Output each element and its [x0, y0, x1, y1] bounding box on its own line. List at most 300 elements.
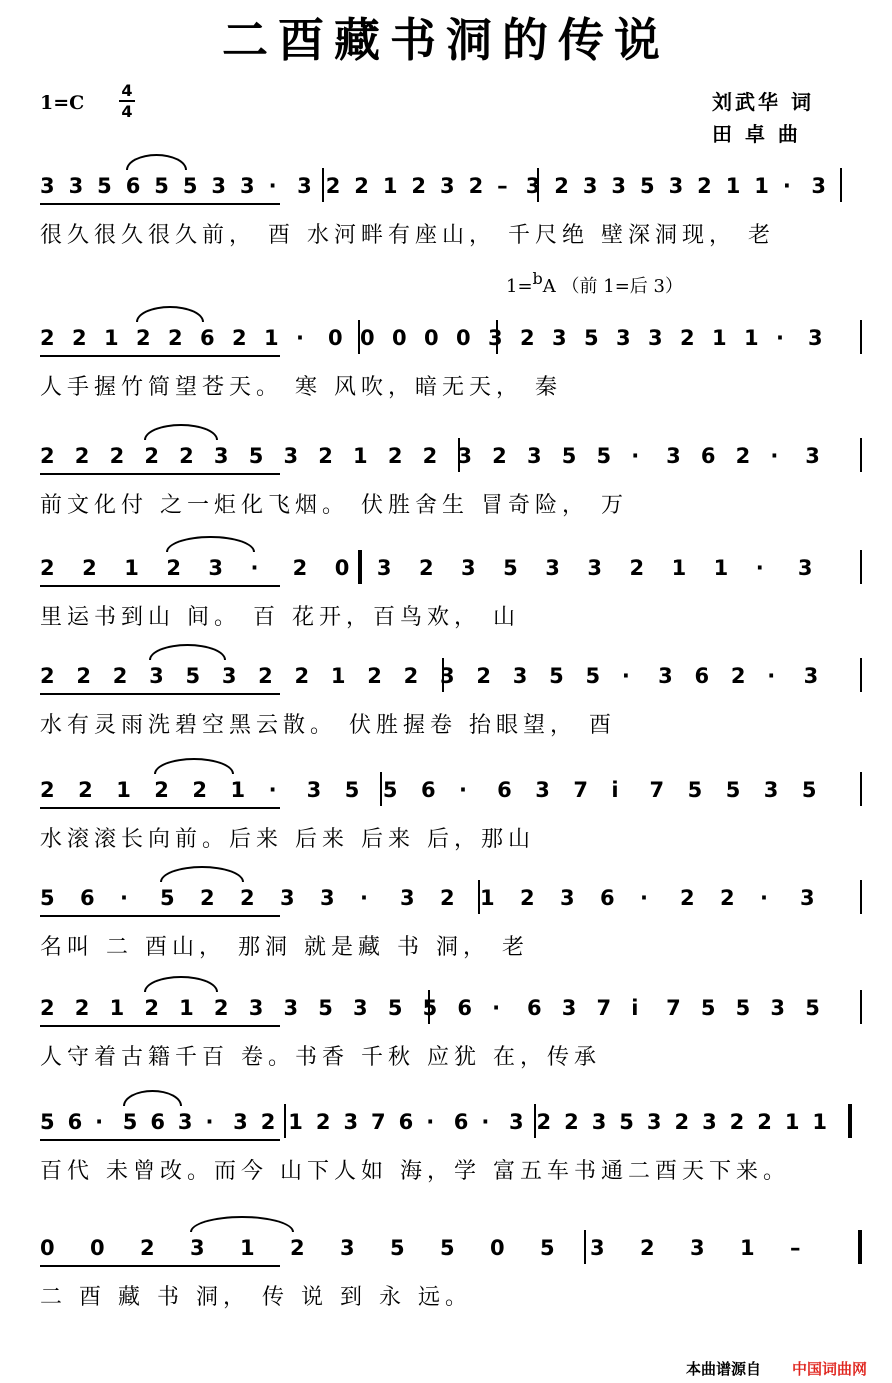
duration-dot: · [268, 778, 277, 802]
note-numeral: 1 [179, 996, 194, 1020]
note-numeral: 2 [730, 664, 746, 688]
note-numeral: 5 [182, 174, 198, 198]
note-numeral: 1 [288, 1110, 303, 1134]
beam-underline [40, 693, 280, 695]
note-numeral: 6 [200, 326, 215, 350]
note-numeral: 2 [290, 1236, 305, 1260]
duration-dot: · [776, 326, 784, 350]
note-numeral: 3 [800, 886, 815, 910]
slur-mark [123, 1090, 182, 1106]
note-numeral: 2 [440, 886, 455, 910]
source-site-link[interactable]: 中国词曲网 [792, 1360, 868, 1378]
note-numeral: 5 [503, 556, 518, 580]
note-numeral: 5 [390, 1236, 405, 1260]
note-numeral: 5 [619, 1110, 634, 1134]
duration-dot: · [459, 778, 468, 802]
note-numeral: 3 [190, 1236, 205, 1260]
note-numeral: 3 [297, 174, 312, 198]
note-numeral: 5 [805, 996, 820, 1020]
beam-underline [40, 585, 280, 587]
note-numeral: 6 [67, 1110, 83, 1134]
note-numeral: 1 [124, 556, 139, 580]
bar-line [496, 320, 498, 354]
note-numeral: 2 [40, 996, 55, 1020]
note-numeral: 2 [520, 886, 535, 910]
note-numeral: 3 [545, 556, 560, 580]
note-numeral: 3 [457, 444, 473, 468]
note-numeral: 2 [40, 326, 55, 350]
notation-line [40, 556, 860, 586]
note-numeral: 1 [713, 556, 729, 580]
note-numeral: 6 [80, 886, 95, 910]
note-numeral: 3 [40, 174, 55, 198]
lyrics-line: 水有灵雨洗碧空黑云散。 伏胜握卷 抬眼望， 酉 [40, 713, 616, 738]
bar-line [458, 438, 460, 472]
slur-mark [144, 424, 218, 440]
note-numeral: 0 [40, 1236, 55, 1260]
slur-mark [160, 866, 244, 882]
note-numeral: 5 [640, 174, 655, 198]
note-numeral: 5 [154, 174, 169, 198]
note-numeral: 2 [554, 174, 569, 198]
beam-underline [40, 473, 280, 475]
note-numeral: 3 [512, 664, 528, 688]
note-numeral: 2 [757, 1110, 772, 1134]
note-numeral: 0 [328, 326, 343, 350]
note-numeral: 1 [784, 1110, 800, 1134]
note-numeral: 3 [582, 174, 598, 198]
notation-line [40, 1110, 860, 1140]
bar-line [322, 168, 324, 202]
note-numeral: 1 [264, 326, 279, 350]
note-numeral: 5 [584, 326, 599, 350]
duration-dot: · [481, 1110, 490, 1134]
song-title: 二酉藏书洞的传说 [222, 13, 670, 67]
note-numeral: 2 [292, 556, 308, 580]
note-numeral: 5 [97, 174, 112, 198]
note-numeral: 3 [590, 1236, 605, 1260]
modulation-prefix: 1= [506, 276, 533, 297]
lyrics-line: 人手握竹简望苍天。 寒 风吹，暗无天， 秦 [40, 375, 562, 400]
note-numeral: 6 [398, 1110, 414, 1134]
slur-mark [126, 154, 187, 170]
note-numeral: 5 [801, 778, 817, 802]
note-numeral: 3 [306, 778, 322, 802]
note-numeral: 1 [230, 778, 246, 802]
note-numeral: 3 [525, 174, 541, 198]
duration-dot: · [268, 174, 277, 198]
notation-line [40, 664, 860, 694]
notation-line [40, 174, 860, 204]
note-numeral: 2 [640, 1236, 655, 1260]
flat-sign: b [532, 269, 543, 288]
notation-line [40, 326, 860, 356]
note-numeral: 3 [591, 1110, 607, 1134]
note-numeral: 1 [754, 174, 769, 198]
note-numeral: 2 [697, 174, 712, 198]
note-numeral: 2 [720, 886, 735, 910]
notation-line [40, 886, 860, 916]
note-numeral: 1 [109, 996, 125, 1020]
note-numeral: 3 [690, 1236, 705, 1260]
duration-dot: · [120, 886, 128, 910]
note-numeral: 3 [797, 556, 813, 580]
note-numeral: 6 [420, 778, 436, 802]
sustain-dash: – [790, 1236, 801, 1260]
note-numeral: 3 [808, 326, 823, 350]
note-numeral: 3 [763, 778, 779, 802]
note-numeral: 3 [666, 444, 681, 468]
lyricist-credit: 刘武华 词 [712, 90, 814, 114]
note-numeral: 1 [330, 664, 346, 688]
beam-underline [40, 1025, 280, 1027]
duration-dot: · [760, 886, 768, 910]
duration-dot: · [426, 1110, 435, 1134]
modulation-note: （前 1=后 3） [561, 276, 683, 297]
time-signature [118, 82, 136, 120]
note-numeral: 0 [490, 1236, 505, 1260]
duration-dot: · [360, 886, 368, 910]
key-signature: 1=C [40, 92, 85, 114]
note-numeral: 2 [240, 886, 255, 910]
note-numeral: 2 [258, 664, 273, 688]
note-numeral: 2 [40, 778, 55, 802]
note-numeral: 3 [508, 1110, 524, 1134]
lyrics-line: 水滚滚长向前。后来 后来 后来 后，那山 [40, 827, 535, 852]
note-numeral: 3 [461, 556, 476, 580]
note-numeral: 0 [392, 326, 407, 350]
note-numeral: 3 [648, 326, 663, 350]
meter-bottom: 4 [121, 102, 133, 121]
note-numeral: 3 [68, 174, 84, 198]
note-numeral: 6 [453, 1110, 469, 1134]
note-numeral: 2 [536, 1110, 552, 1134]
note-numeral: 6 [457, 996, 473, 1020]
note-numeral: 6 [150, 1110, 165, 1134]
score-system [40, 1110, 860, 1184]
source-label: 本曲谱源自 [686, 1360, 762, 1378]
meter-top: 4 [121, 81, 133, 100]
note-numeral: 7 [371, 1110, 386, 1134]
note-numeral: 3 [646, 1110, 662, 1134]
note-numeral: 1 [353, 444, 368, 468]
note-numeral: 1 [480, 886, 495, 910]
key-modulation [506, 269, 683, 298]
note-numeral: 3 [611, 174, 627, 198]
note-numeral: 3 [248, 996, 264, 1020]
note-numeral: 5 [725, 778, 741, 802]
duration-dot: · [770, 444, 779, 468]
lyrics-line: 很久很久很久前， 酉 水河畔有座山， 千尺绝 壁深洞现， 老 [40, 223, 775, 248]
beam-underline [40, 355, 280, 357]
bar-line [584, 1230, 586, 1264]
note-numeral: 2 [735, 444, 751, 468]
note-numeral: 5 [561, 444, 577, 468]
note-numeral: 2 [315, 1110, 331, 1134]
note-numeral: 3 [526, 444, 542, 468]
duration-dot: · [755, 556, 764, 580]
note-numeral: 3 [280, 886, 295, 910]
note-numeral: 3 [561, 996, 577, 1020]
score-system [40, 556, 860, 630]
score-system [40, 778, 860, 852]
note-numeral: 3 [616, 326, 631, 350]
note-numeral: 3 [208, 556, 224, 580]
note-numeral: 0 [334, 556, 350, 580]
note-numeral: 2 [154, 778, 169, 802]
note-numeral: 2 [260, 1110, 276, 1134]
note-numeral: 3 [587, 556, 602, 580]
note-numeral: 5 [549, 664, 564, 688]
slur-mark [166, 536, 254, 552]
note-numeral: 2 [418, 556, 434, 580]
sustain-dash: – [497, 174, 508, 198]
note-numeral: 3 [440, 664, 455, 688]
note-numeral: i [631, 996, 639, 1020]
note-numeral: i [611, 778, 619, 802]
note-numeral: 2 [232, 326, 247, 350]
note-numeral: 2 [82, 556, 97, 580]
note-numeral: 2 [213, 996, 229, 1020]
note-numeral: 1 [104, 326, 119, 350]
lyrics-line: 里运书到山 间。 百 花开，百鸟欢， 山 [40, 605, 520, 630]
note-numeral: 2 [729, 1110, 745, 1134]
score-system [40, 444, 860, 518]
note-numeral: 0 [424, 326, 439, 350]
notation-line [40, 778, 860, 808]
bar-line [478, 880, 480, 914]
note-numeral: 5 [382, 778, 398, 802]
note-numeral: 2 [354, 174, 369, 198]
note-numeral: 3 [552, 326, 567, 350]
note-numeral: 0 [456, 326, 471, 350]
bar-line [840, 168, 842, 202]
note-numeral: 2 [140, 1236, 155, 1260]
note-numeral: 5 [387, 996, 403, 1020]
note-numeral: 3 [803, 664, 819, 688]
note-numeral: 1 [240, 1236, 255, 1260]
beam-underline [40, 203, 280, 205]
slur-mark [144, 976, 218, 992]
note-numeral: 2 [74, 444, 90, 468]
note-numeral: 2 [112, 664, 128, 688]
score-system [40, 326, 860, 400]
notation-line [40, 444, 860, 474]
note-numeral: 2 [40, 556, 55, 580]
note-numeral: 2 [674, 1110, 690, 1134]
note-numeral: 2 [72, 326, 87, 350]
note-numeral: 2 [136, 326, 151, 350]
slur-mark [149, 644, 226, 660]
bar-line [380, 772, 382, 806]
bar-line [860, 438, 862, 472]
note-numeral: 2 [144, 996, 159, 1020]
note-numeral: 2 [476, 664, 491, 688]
score-system [40, 174, 860, 248]
duration-dot: · [492, 996, 501, 1020]
note-numeral: 3 [177, 1110, 193, 1134]
bar-line [860, 658, 862, 692]
lyrics-line: 人守着古籍千百 卷。书香 千秋 应犹 在，传承 [40, 1045, 601, 1070]
note-numeral: 6 [497, 778, 512, 802]
note-numeral: 2 [325, 174, 341, 198]
lyrics-line: 百代 未曾改。而今 山下人如 海，学 富五车书通二酉天下来。 [40, 1159, 790, 1184]
score-system [40, 1236, 860, 1310]
duration-dot: · [95, 1110, 104, 1134]
duration-dot: · [205, 1110, 214, 1134]
note-numeral: 3 [488, 326, 503, 350]
note-numeral: 6 [600, 886, 615, 910]
bar-line [358, 550, 362, 584]
note-numeral: 1 [725, 174, 741, 198]
note-numeral: 3 [320, 886, 335, 910]
note-numeral: 2 [422, 444, 438, 468]
bar-line [860, 550, 862, 584]
slur-mark [136, 306, 204, 322]
score-system [40, 886, 860, 960]
note-numeral: 1 [116, 778, 131, 802]
note-numeral: 3 [805, 444, 820, 468]
duration-dot: · [296, 326, 304, 350]
note-numeral: 3 [149, 664, 164, 688]
note-numeral: 2 [680, 326, 695, 350]
note-numeral: 3 [535, 778, 550, 802]
note-numeral: 1 [671, 556, 687, 580]
bar-line [860, 990, 862, 1024]
note-numeral: 7 [596, 996, 612, 1020]
duration-dot: · [631, 444, 640, 468]
bar-line [860, 772, 862, 806]
slur-mark [154, 758, 234, 774]
lyrics-line: 二 酉 藏 书 洞， 传 说 到 永 远。 [40, 1285, 472, 1310]
note-numeral: 3 [560, 886, 575, 910]
note-numeral: 3 [283, 444, 299, 468]
note-numeral: 5 [687, 778, 703, 802]
note-numeral: 5 [40, 1110, 55, 1134]
note-numeral: 2 [200, 886, 215, 910]
note-numeral: 1 [382, 174, 398, 198]
notation-line [40, 996, 860, 1026]
note-numeral: 3 [668, 174, 684, 198]
note-numeral: 3 [811, 174, 827, 198]
note-numeral: 0 [90, 1236, 105, 1260]
bar-line [428, 990, 430, 1024]
composer-credit: 田 卓 曲 [712, 122, 801, 146]
note-numeral: 2 [367, 664, 382, 688]
note-numeral: 2 [78, 778, 93, 802]
duration-dot: · [621, 664, 630, 688]
note-numeral: 2 [168, 326, 183, 350]
note-numeral: 2 [144, 444, 159, 468]
note-numeral: 3 [283, 996, 299, 1020]
note-numeral: 3 [658, 664, 673, 688]
beam-underline [40, 807, 280, 809]
note-numeral: 5 [318, 996, 333, 1020]
note-numeral: 5 [735, 996, 751, 1020]
note-numeral: 6 [526, 996, 542, 1020]
duration-dot: · [782, 174, 791, 198]
note-numeral: 5 [596, 444, 612, 468]
note-numeral: 2 [192, 778, 207, 802]
note-numeral: 5 [344, 778, 360, 802]
bar-line [534, 1104, 536, 1138]
note-numeral: 0 [360, 326, 375, 350]
note-numeral: 7 [666, 996, 681, 1020]
note-numeral: 5 [440, 1236, 455, 1260]
note-numeral: 2 [403, 664, 419, 688]
notation-line [40, 1236, 860, 1266]
score-system [40, 996, 860, 1070]
beam-underline [40, 915, 280, 917]
note-numeral: 2 [520, 326, 535, 350]
beam-underline [40, 1139, 280, 1141]
note-numeral: 5 [160, 886, 175, 910]
note-numeral: 5 [248, 444, 264, 468]
note-numeral: 2 [411, 174, 427, 198]
score-system [40, 664, 860, 738]
note-numeral: 2 [109, 444, 125, 468]
note-numeral: 2 [492, 444, 507, 468]
note-numeral: 3 [353, 996, 368, 1020]
note-numeral: 5 [540, 1236, 555, 1260]
note-numeral: 1 [812, 1110, 828, 1134]
bar-line [537, 168, 539, 202]
note-numeral: 2 [564, 1110, 579, 1134]
note-numeral: 3 [340, 1236, 355, 1260]
note-numeral: 2 [629, 556, 645, 580]
note-numeral: 5 [700, 996, 716, 1020]
slur-mark [190, 1216, 294, 1232]
note-numeral: 3 [240, 174, 255, 198]
note-numeral: 5 [422, 996, 438, 1020]
note-numeral: 1 [740, 1236, 755, 1260]
note-numeral: 2 [294, 664, 310, 688]
bar-line [284, 1104, 286, 1138]
bar-line [860, 880, 862, 914]
note-numeral: 3 [440, 174, 455, 198]
bar-line [860, 320, 862, 354]
note-numeral: 5 [40, 886, 55, 910]
note-numeral: 3 [233, 1110, 248, 1134]
duration-dot: · [250, 556, 259, 580]
note-numeral: 3 [211, 174, 227, 198]
lyrics-line: 名叫 二 酉山， 那洞 就是藏 书 洞， 老 [40, 935, 529, 960]
bar-line [358, 320, 360, 354]
note-numeral: 1 [744, 326, 759, 350]
note-numeral: 7 [649, 778, 665, 802]
note-numeral: 2 [179, 444, 194, 468]
bar-line [848, 1104, 852, 1138]
note-numeral: 2 [76, 664, 91, 688]
note-numeral: 3 [702, 1110, 717, 1134]
note-numeral: 2 [318, 444, 333, 468]
note-numeral: 2 [40, 664, 55, 688]
note-numeral: 3 [343, 1110, 359, 1134]
note-numeral: 1 [712, 326, 727, 350]
note-numeral: 5 [185, 664, 201, 688]
duration-dot: · [640, 886, 648, 910]
note-numeral: 6 [694, 664, 710, 688]
lyrics-line: 前文化付 之一炬化飞烟。 伏胜舍生 冒奇险， 万 [40, 493, 628, 518]
note-numeral: 2 [40, 444, 55, 468]
note-numeral: 3 [213, 444, 229, 468]
modulation-key: A [542, 276, 556, 297]
note-numeral: 6 [700, 444, 716, 468]
note-numeral: 2 [468, 174, 484, 198]
note-numeral: 3 [770, 996, 786, 1020]
note-numeral: 3 [400, 886, 415, 910]
duration-dot: · [767, 664, 776, 688]
